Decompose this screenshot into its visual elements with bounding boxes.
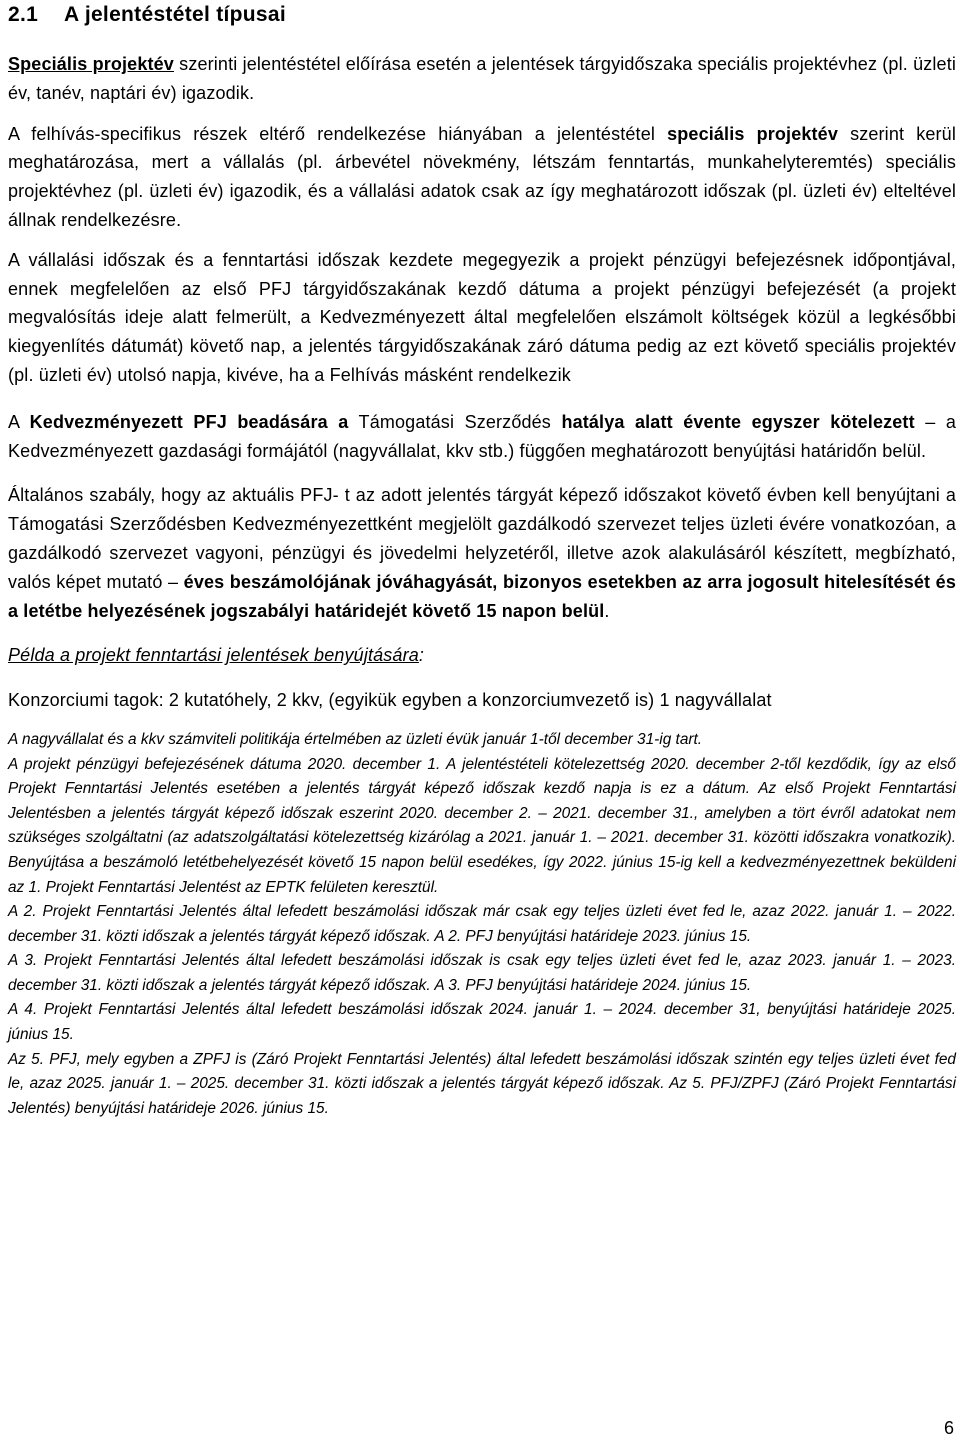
example-line-5: A 4. Projekt Fenntartási Jelentés által lefedett beszámolási időszak 2024. január 1. – 2024. december 31, benyújtási határideje 2025. június 15. [8,1001,956,1044]
term-special-project-year-bold: speciális projektév [667,123,838,144]
example-line-3: A 2. Projekt Fenntartási Jelentés által lefedett beszámolási időszak már csak egy teljes üzleti évet fed le, azaz 2022. január 1. – 2022. december 31. közti időszak a jelentés tárgyát képező időszak. A 2. PFJ benyújtási határideje 2023. június 15. [8,903,956,945]
section-title: A jelentéstétel típusai [64,3,287,26]
consortium-members: Konzorciumi tagok: 2 kutatóhely, 2 kkv, (egyikük egyben a konzorciumvezető is) 1 nagyvállalat [8,690,772,711]
paragraph-default-reporting: A felhívás-specifikus részek eltérő rendelkezése hiányában a jelentéstétel speciális projektév szerint kerül meghatározása, mert a vállalás (pl. árbevétel növekmény, létszám fenntartás, munkahelyteremtés) speciális projektévhez (pl. üzleti év) igazodik, és a vállalási adatok csak az így meghatározott időszak (pl. üzleti év) elteltével állnak rendelkezésre. [8,123,956,230]
section-heading [8,0,956,28]
paragraph-special-project-year: Speciális projektév szerinti jelentéstétel előírása esetén a jelentések tárgyidőszaka speciális projektévhez (pl. üzleti év, tanév, naptári év) igazodik. [8,54,956,103]
example-line-1: A nagyvállalat és a kkv számviteli politikája értelmében az üzleti évük január 1-től december 31-ig tart. [8,730,703,748]
page-number: 6 [943,1418,954,1438]
paragraph-submission-obligation: A Kedvezményezett PFJ beadására a Támogatási Szerződés hatálya alatt évente egyszer kötelezett – a Kedvezményezett gazdasági formájától (nagyvállalat, kkv stb.) függően meghatározott benyújtási határidőn belül. [8,411,956,461]
example-title: Példa a projekt fenntartási jelentések benyújtására: [8,645,425,666]
paragraph-commitment-period: A vállalási időszak és a fenntartási időszak kezdete megegyezik a projekt pénzügyi befejezésnek időpontjával, ennek megfelelően az első PFJ tárgyidőszakának kezdő dátuma a projekt pénzügyi befejezését (a projekt megvalósítás ideje alatt felmerült, a Kedvezményezett által megfelelően elszámolt költségek közül a legkésőbbi kiegyenlítés dátumát) követő nap, a jelentés tárgyidőszakának záró dátuma pedig az ezt követő speciális projektév (pl. üzleti év) utolsó napja, kivéve, ha a Felhívás másként rendelkezik [8,249,956,385]
example-line-2: A projekt pénzügyi befejezésének dátuma 2020. december 1. A jelentéstételi kötelezettség 2020. december 2-től kezdődik, így az első Projekt Fenntartási Jelentés esetében a jelentés tárgyát képező időszak kezdő napja is ez a dátum. Az első Projekt Fenntartási Jelentésben a jelentés tárgyát képező időszak eszerint 2020. december 2. – 2021. december 31., amelyben a tört évről adatokat nem szükséges szolgáltatni (az adatszolgáltatási kötelezettség kizárólag a 2021. január 1. – 2021. december 31. közötti időszakra vonatkozik). Benyújtása a beszámoló letétbehelyezését követő 15 napon belül esedékes, így 2022. június 15-ig kell a kedvezményezettnek beküldeni az 1. Projekt Fenntartási Jelentést az EPTK felületen keresztül. [8,755,956,896]
paragraph-general-rule: Általános szabály, hogy az aktuális PFJ- t az adott jelentés tárgyát képező időszakot követő évben kell benyújtani a Támogatási Szerződésben Kedvezményezettként megjelölt gazdálkodó szervezet teljes üzleti évére vonatkozóan, a gazdálkodó szervezet vagyoni, pénzügyi és jövedelmi helyzetéről, illetve azok alakulásáról készített, megbízható, valós képet mutató – éves beszámolójának jóváhagyását, bizonyos esetekben az arra jogosult hitelesítését és a letétbe helyezésének jogszabályi határidejét követő 15 napon belül. [8,485,957,621]
document-page [8,0,956,1121]
section-number: 2.1 [8,3,39,26]
example-line-6: Az 5. PFJ, mely egyben a ZPFJ is (Záró Projekt Fenntartási Jelentés) által lefedett beszámolási időszak szintén egy teljes üzleti évet fed le, azaz 2025. január 1. – 2025. december 31. közti időszak a jelentés tárgyát képező időszak. Az 5. PFJ/ZPFJ (Záró Projekt Fenntartási Jelentés) benyújtási határideje 2026. június 15. [8,1050,956,1117]
example-line-4: A 3. Projekt Fenntartási Jelentés által lefedett beszámolási időszak is csak egy teljes üzleti évet fed le, azaz 2023. január 1. – 2023. december 31. közti időszak a jelentés tárgyát képező időszak. A 3. PFJ benyújtási határideje 2024. június 15. [8,952,956,994]
term-special-project-year: Speciális projektév [8,54,174,74]
example-details [8,728,956,1122]
